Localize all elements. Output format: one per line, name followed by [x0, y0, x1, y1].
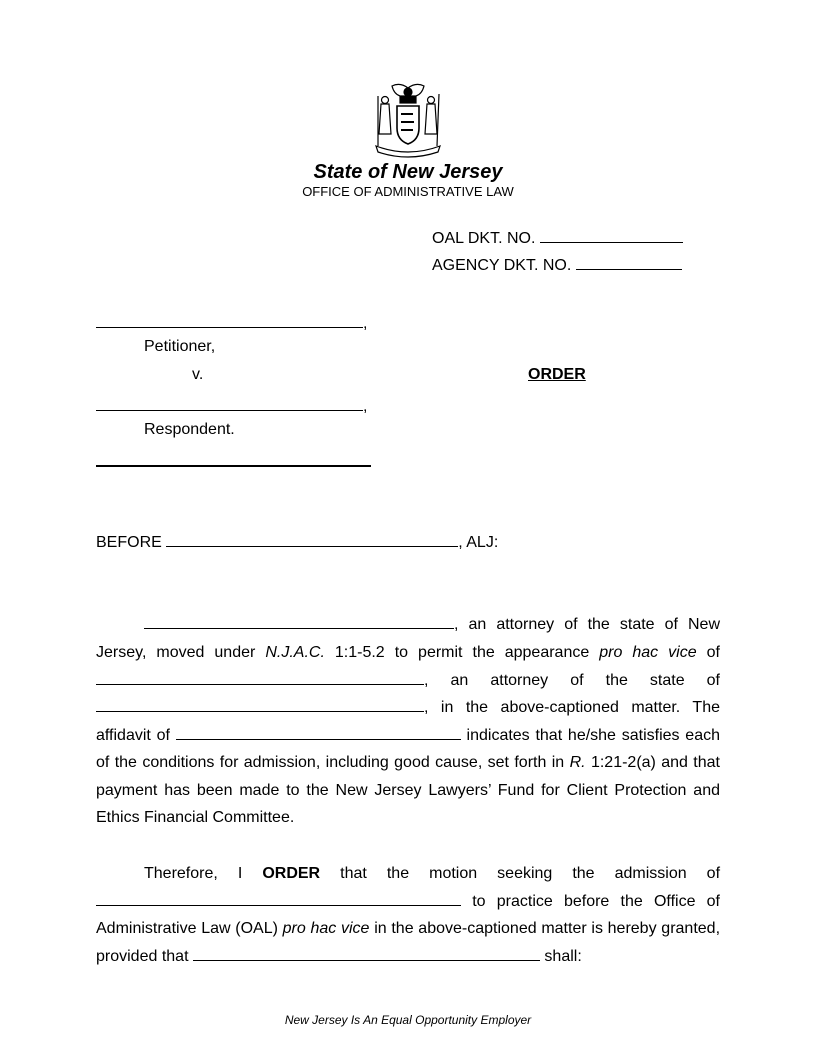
citation: R. — [569, 754, 586, 771]
paragraph2-line4 — [96, 946, 720, 968]
paragraph1-line6 — [96, 752, 720, 774]
agency-docket-blank[interactable] — [576, 255, 682, 270]
page-title: State of New Jersey — [313, 161, 503, 183]
latin-term: pro hac vice — [599, 644, 697, 661]
affiant-name-blank[interactable] — [176, 725, 461, 740]
text: , in the above-captioned matter. The — [424, 699, 720, 716]
admittee-name-blank[interactable] — [96, 891, 461, 906]
versus-label: v. — [192, 366, 204, 383]
text: Jersey, moved under — [96, 644, 256, 661]
text: of — [706, 644, 720, 661]
petitioner-label: Petitioner, — [144, 338, 216, 355]
text: that the motion seeking the admission of — [340, 865, 721, 882]
paragraph1-line8: Ethics Financial Committee. — [96, 809, 295, 826]
text: Therefore, I — [144, 865, 243, 882]
paragraph1-line5 — [96, 725, 720, 747]
text: to practice before the Office of — [472, 893, 720, 910]
comma: , — [363, 315, 368, 332]
text: shall: — [544, 948, 582, 965]
attorney-state-blank[interactable] — [96, 697, 424, 712]
text: 1:1-5.2 to permit the appearance — [334, 644, 590, 661]
respondent-name-field — [96, 396, 367, 416]
alj-name-blank[interactable] — [166, 532, 458, 547]
comma: , — [363, 398, 368, 415]
petitioner-name-field — [96, 313, 367, 333]
condition-party-blank[interactable] — [193, 946, 540, 961]
paragraph1-line7: payment has been made to the New Jersey Lawyers’ Fund for Client Protection and — [96, 782, 720, 799]
oal-docket-label: OAL DKT. NO. — [432, 230, 536, 247]
paragraph2-line2 — [96, 891, 720, 913]
state-seal — [370, 82, 446, 163]
paragraph1-line2 — [96, 642, 720, 664]
admitted-attorney-blank[interactable] — [96, 670, 424, 685]
paragraph1-line1 — [96, 614, 720, 636]
latin-term: pro hac vice — [282, 920, 370, 937]
text: 1:21-2(a) and that — [590, 754, 720, 771]
nj-seal-icon — [370, 82, 446, 158]
moving-attorney-blank[interactable] — [144, 614, 454, 629]
text: , an attorney of the state of New — [454, 616, 720, 633]
caption-divider — [96, 465, 371, 467]
agency-docket-label: AGENCY DKT. NO. — [432, 257, 572, 274]
before-alj-line — [96, 532, 498, 552]
petitioner-name-blank[interactable] — [96, 313, 363, 328]
agency-docket-field — [432, 255, 682, 275]
before-label: BEFORE — [96, 534, 162, 551]
oal-docket-field — [432, 228, 683, 248]
text: affidavit of — [96, 727, 170, 744]
text: in the above-captioned matter is hereby granted, — [374, 920, 721, 937]
paragraph1-line3 — [96, 670, 720, 692]
order-emphasis: ORDER — [262, 865, 321, 882]
paragraph1-line4 — [96, 697, 720, 719]
footer-note: New Jersey Is An Equal Opportunity Employer — [284, 1013, 532, 1027]
order-heading: ORDER — [528, 366, 586, 383]
paragraph2-line1 — [96, 863, 720, 885]
text: indicates that he/she satisfies each — [466, 727, 720, 744]
text: provided that — [96, 948, 189, 965]
office-subtitle: OFFICE OF ADMINISTRATIVE LAW — [302, 184, 514, 199]
text: , an attorney of the state of — [424, 672, 720, 689]
alj-label: , ALJ: — [458, 534, 499, 551]
respondent-name-blank[interactable] — [96, 396, 363, 411]
respondent-label: Respondent. — [144, 421, 235, 438]
paragraph2-line3 — [96, 918, 720, 940]
citation: N.J.A.C. — [265, 644, 325, 661]
oal-docket-blank[interactable] — [540, 228, 683, 243]
text: of the conditions for admission, including good cause, set forth in — [96, 754, 565, 771]
text: Administrative Law (OAL) — [96, 920, 278, 937]
